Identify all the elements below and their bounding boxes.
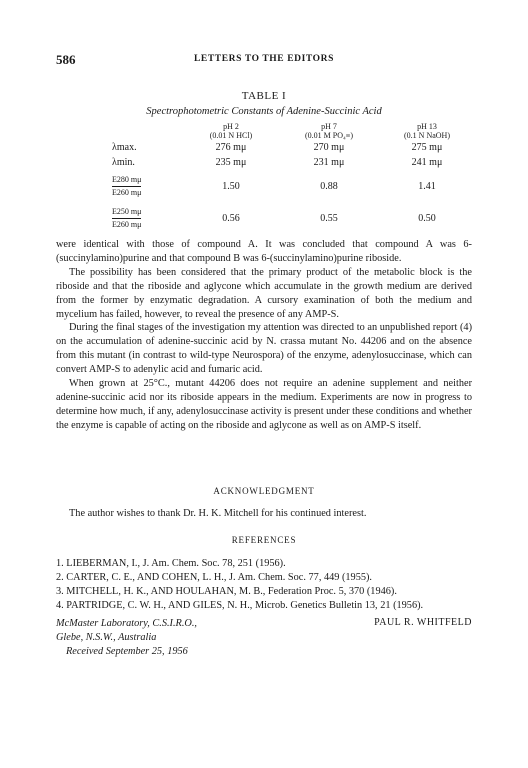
table-cell: 235 mμ (215, 157, 247, 168)
column-header: pH 7 (0.01 M PO₄≡) (305, 122, 353, 140)
table-cell: 231 mμ (313, 157, 345, 168)
row-label: λmin. (112, 157, 135, 168)
reference-item: 4. PARTRIDGE, C. W. H., AND GILES, N. H., Microb. Genetics Bulletin 13, 21 (1956). (56, 600, 424, 611)
paragraph: were identical with those of compound A. It was concluded that compound A was 6-(succinylamino)purine and that compound B was 6-(succinylamino)purine riboside. (56, 239, 472, 264)
table-cell: 0.50 (418, 212, 436, 224)
references-heading: REFERENCES (231, 535, 297, 545)
page-number: 586 (56, 52, 76, 67)
reference-list (56, 557, 476, 613)
reference-item: 3. MITCHELL, H. K., AND HOULAHAN, M. B., Federation Proc. 5, 370 (1946). (56, 586, 397, 597)
paragraph: When grown at 25°C., mutant 44206 does not require an adenine supplement and neither adenine-succinic acid nor its riboside appears in the medium. Experiments are now in progress to determine how much, if any, adenylosuccinase activity is present under these conditions and whether the enzyme is capable of acting on the riboside and aglycone as well as on AMP-S itself. (56, 378, 472, 431)
table-row (112, 202, 476, 234)
page-header (56, 52, 472, 66)
table-cell: 275 mμ (411, 142, 443, 153)
table-title: TABLE I (241, 90, 287, 102)
paragraph: During the final stages of the investigation my attention was directed to an unpublished report (4) on the accumulation of adenine-succinic acid by N. crassa mutant No. 44206 and on the absence from this mutant (in contrast to wild-type Neurospora) of the enzyme, adenylosuccinase, which can convert AMP-S to adenylic acid and fumaric acid. (56, 322, 472, 376)
table-row (112, 170, 476, 202)
author-name: PAUL R. WHITFELD (374, 617, 472, 628)
table-row (112, 140, 476, 155)
table-cell: 1.50 (222, 180, 240, 192)
table-cell: 0.56 (222, 212, 240, 224)
author-address (56, 617, 197, 659)
table-cell: 241 mμ (411, 157, 443, 168)
ratio-label: $\frac{E250 m\mu}{E260 m\mu}$ (112, 206, 142, 229)
body-text (56, 238, 472, 433)
table-cell: 1.41 (418, 180, 436, 192)
acknowledgment-text: The author wishes to thank Dr. H. K. Mitchell for his continued interest. (69, 508, 367, 519)
table-cell: 0.55 (320, 212, 338, 224)
row-label: λmax. (112, 142, 137, 153)
address-line: McMaster Laboratory, C.S.I.R.O., (56, 618, 198, 629)
table-cell: 270 mμ (313, 142, 345, 153)
column-header: pH 13 (0.1 N NaOH) (404, 122, 450, 140)
spectrophotometric-table (112, 120, 476, 234)
table-row (112, 155, 476, 170)
reference-item: 1. LIEBERMAN, I., J. Am. Chem. Soc. 78, 251 (1956). (56, 558, 286, 569)
reference-item: 2. CARTER, C. E., AND COHEN, L. H., J. Am. Chem. Soc. 77, 449 (1955). (56, 572, 373, 583)
paragraph: The possibility has been considered that the primary product of the metabolic block is the riboside and that the riboside and aglycone which accumulate in the growth medium are derived from the former by enzymatic degradation. A cursory examination of both the medium and mycelium has failed, however, to reveal the presence of any AMP-S. (56, 266, 472, 320)
running-title: LETTERS TO THE EDITORS (193, 54, 335, 64)
acknowledgment-heading: ACKNOWLEDGMENT (213, 486, 315, 496)
table-cell: 0.88 (320, 180, 338, 192)
ratio-label: $\frac{E280 m\mu}{E260 m\mu}$ (112, 174, 142, 197)
table-caption: Spectrophotometric Constants of Adenine-Succinic Acid (146, 106, 382, 117)
column-header: pH 2 (0.01 N HCl) (209, 122, 253, 140)
received-date: Received September 25, 1956 (66, 646, 188, 657)
table-cell: 276 mμ (215, 142, 247, 153)
address-line: Glebe, N.S.W., Australia (56, 632, 157, 643)
